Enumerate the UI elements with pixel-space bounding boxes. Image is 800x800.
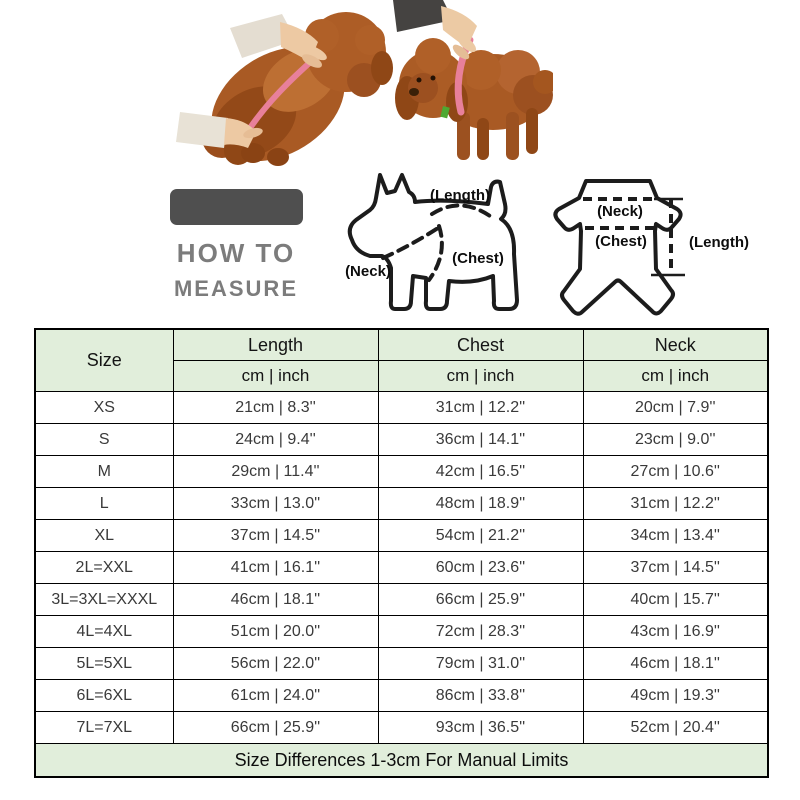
cell-neck: 27cm | 10.6'' <box>583 456 768 488</box>
table-row <box>35 456 768 488</box>
cell-length: 56cm | 22.0'' <box>173 648 378 680</box>
cell-size: 7L=7XL <box>35 712 173 744</box>
cell-chest: 72cm | 28.3'' <box>378 616 583 648</box>
cell-length: 33cm | 13.0'' <box>173 488 378 520</box>
cell-chest: 31cm | 12.2'' <box>378 392 583 424</box>
table-row <box>35 712 768 744</box>
cell-size: L <box>35 488 173 520</box>
cell-chest: 60cm | 23.6'' <box>378 552 583 584</box>
garment-neck-label: (Neck) <box>597 203 643 220</box>
cell-size: 3L=3XL=XXXL <box>35 584 173 616</box>
garment-length-label: (Length) <box>689 234 749 251</box>
table-row <box>35 520 768 552</box>
photo-dog-neck-measure <box>393 0 553 166</box>
cell-neck: 43cm | 16.9'' <box>583 616 768 648</box>
cell-chest: 48cm | 18.9'' <box>378 488 583 520</box>
cell-size: 2L=XXL <box>35 552 173 584</box>
cell-length: 21cm | 8.3'' <box>173 392 378 424</box>
table-row <box>35 584 768 616</box>
dog-illustration <box>395 38 553 160</box>
table-row <box>35 552 768 584</box>
cell-length: 29cm | 11.4'' <box>173 456 378 488</box>
cell-neck: 34cm | 13.4'' <box>583 520 768 552</box>
how-to-text: HOW TO <box>176 238 296 268</box>
table-row <box>35 488 768 520</box>
cell-neck: 23cm | 9.0'' <box>583 424 768 456</box>
measure-text: MEASURE <box>173 276 298 301</box>
header-size: Size <box>35 329 173 392</box>
side-chest-label: (Chest) <box>452 250 504 267</box>
header-length: Length <box>173 329 378 361</box>
cell-size: XL <box>35 520 173 552</box>
measure-title-bar <box>170 189 303 225</box>
dog-side-diagram <box>332 162 544 324</box>
side-length-label: (Length) <box>430 187 490 204</box>
cell-size: 5L=5XL <box>35 648 173 680</box>
table-row <box>35 648 768 680</box>
table-row <box>35 616 768 648</box>
cell-length: 66cm | 25.9'' <box>173 712 378 744</box>
table-row <box>35 392 768 424</box>
cell-neck: 52cm | 20.4'' <box>583 712 768 744</box>
cell-chest: 66cm | 25.9'' <box>378 584 583 616</box>
table-header-row <box>35 329 768 361</box>
size-table-body <box>35 392 768 744</box>
cell-size: S <box>35 424 173 456</box>
units-neck: cm | inch <box>583 361 768 392</box>
cell-neck: 49cm | 19.3'' <box>583 680 768 712</box>
footer-note: Size Differences 1-3cm For Manual Limits <box>35 744 768 778</box>
size-table <box>34 328 769 778</box>
table-row <box>35 424 768 456</box>
photo-dog-length-measure <box>150 0 400 166</box>
sleeve-lower <box>176 112 228 148</box>
cell-length: 46cm | 18.1'' <box>173 584 378 616</box>
cell-size: XS <box>35 392 173 424</box>
cell-neck: 20cm | 7.9'' <box>583 392 768 424</box>
cell-length: 37cm | 14.5'' <box>173 520 378 552</box>
cell-chest: 54cm | 21.2'' <box>378 520 583 552</box>
units-length: cm | inch <box>173 361 378 392</box>
side-neck-label: (Neck) <box>345 263 391 280</box>
cell-chest: 79cm | 31.0'' <box>378 648 583 680</box>
header-chest: Chest <box>378 329 583 361</box>
garment-diagram <box>551 165 796 323</box>
cell-neck: 31cm | 12.2'' <box>583 488 768 520</box>
cell-length: 61cm | 24.0'' <box>173 680 378 712</box>
cell-neck: 40cm | 15.7'' <box>583 584 768 616</box>
cell-chest: 36cm | 14.1'' <box>378 424 583 456</box>
cell-length: 51cm | 20.0'' <box>173 616 378 648</box>
units-chest: cm | inch <box>378 361 583 392</box>
cell-length: 41cm | 16.1'' <box>173 552 378 584</box>
cell-size: M <box>35 456 173 488</box>
cell-chest: 42cm | 16.5'' <box>378 456 583 488</box>
cell-length: 24cm | 9.4'' <box>173 424 378 456</box>
table-footer-row <box>35 744 768 778</box>
cell-neck: 46cm | 18.1'' <box>583 648 768 680</box>
header-neck: Neck <box>583 329 768 361</box>
garment-chest-label: (Chest) <box>595 233 647 250</box>
cell-chest: 93cm | 36.5'' <box>378 712 583 744</box>
cell-size: 4L=4XL <box>35 616 173 648</box>
table-row <box>35 680 768 712</box>
cell-size: 6L=6XL <box>35 680 173 712</box>
cell-neck: 37cm | 14.5'' <box>583 552 768 584</box>
cell-chest: 86cm | 33.8'' <box>378 680 583 712</box>
